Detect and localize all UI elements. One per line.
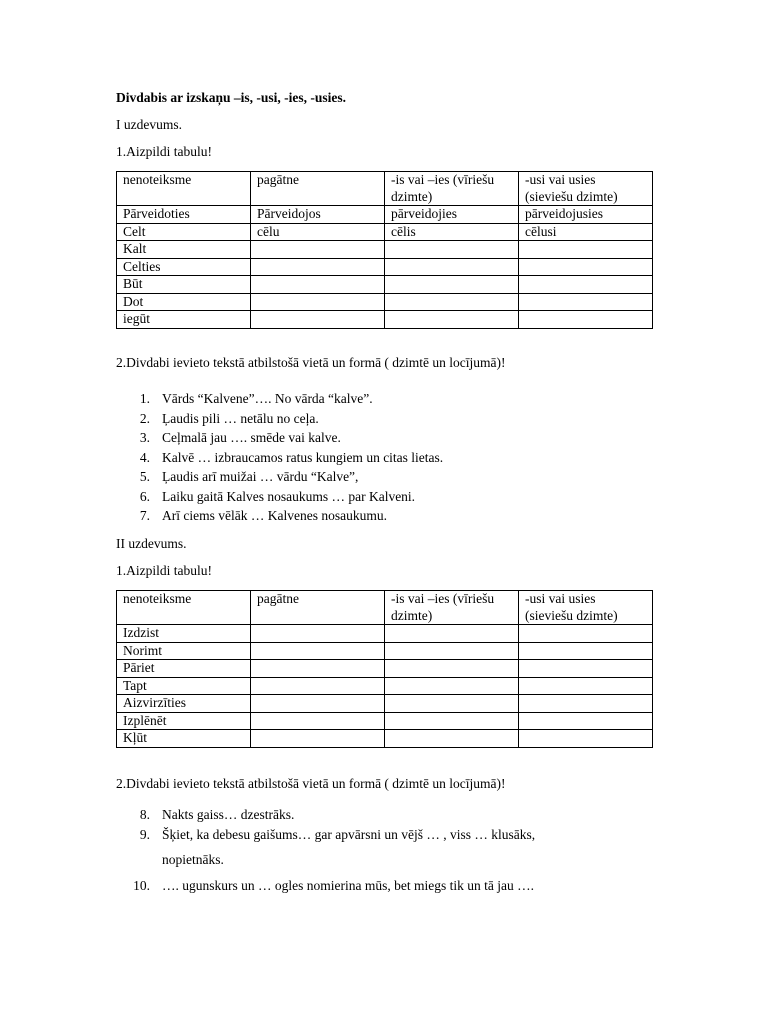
- table-cell: [385, 677, 519, 695]
- section-2-task-1: 1.Aizpildi tabulu!: [116, 563, 212, 578]
- table-cell: Kalt: [117, 241, 251, 259]
- item-number: 3.: [139, 430, 150, 445]
- table-cell: Celties: [117, 258, 251, 276]
- table-cell: [385, 276, 519, 294]
- table-cell: [519, 258, 653, 276]
- item-text: Nakts gaiss… dzestrāks.: [162, 807, 295, 822]
- table-cell: [385, 730, 519, 748]
- table-row: [117, 642, 653, 660]
- table-cell: [519, 276, 653, 294]
- table-row: [117, 258, 653, 276]
- table-cell: Izdzist: [117, 625, 251, 643]
- item-number: 1.: [139, 391, 150, 406]
- table-cell: Dot: [117, 293, 251, 311]
- item-number: 6.: [139, 488, 150, 504]
- item-number: 4.: [139, 449, 150, 465]
- table-cell: [251, 625, 385, 643]
- item-number: 10.: [133, 877, 150, 893]
- table-row: [117, 293, 653, 311]
- table-cell: cēlis: [385, 223, 519, 241]
- table-cell: [385, 712, 519, 730]
- table-cell: Pārveidoties: [117, 206, 251, 224]
- sentence-list-2: [116, 805, 535, 895]
- table-1: [116, 171, 653, 329]
- table-cell: pārveidojusies: [519, 206, 653, 224]
- table-cell: [519, 311, 653, 329]
- list-item: [116, 467, 443, 487]
- document-title: Divdabis ar izskaņu –is, -usi, -ies, -usies.: [116, 90, 347, 105]
- list-item: [116, 825, 535, 845]
- item-text: Laiku gaitā Kalves nosaukums … par Kalveni.: [162, 488, 416, 504]
- table-row: [117, 677, 653, 695]
- table-cell: [251, 276, 385, 294]
- table-row: [117, 660, 653, 678]
- section-1-task-1: 1.Aizpildi tabulu!: [116, 144, 212, 159]
- table-cell: [385, 241, 519, 259]
- table-cell: [251, 730, 385, 748]
- table-cell: Tapt: [117, 677, 251, 695]
- table-cell: [519, 730, 653, 748]
- table-cell: [385, 293, 519, 311]
- table-cell: [251, 712, 385, 730]
- item-number: 8.: [139, 807, 150, 822]
- table-row: [117, 311, 653, 329]
- item-text: Ļaudis pili … netālu no ceļa.: [162, 410, 319, 426]
- item-text: Vārds “Kalvene”…. No vārda “kalve”.: [162, 391, 373, 406]
- list-item: [116, 487, 443, 507]
- sentence-list-1: [116, 389, 443, 526]
- table-row: [117, 223, 653, 241]
- item-text: nopietnāks.: [162, 852, 224, 867]
- table-cell: Celt: [117, 223, 251, 241]
- list-item: [116, 389, 443, 409]
- table-2: [116, 590, 653, 748]
- table-cell: [251, 311, 385, 329]
- table-cell: Pārveidojos: [251, 206, 385, 224]
- item-text: …. ugunskurs un … ogles nomierina mūs, bet miegs tik un tā jau ….: [162, 877, 534, 893]
- table-row: [117, 241, 653, 259]
- table-cell: [519, 712, 653, 730]
- item-text: Ceļmalā jau …. smēde vai kalve.: [162, 430, 341, 445]
- table-cell: [251, 241, 385, 259]
- table-cell: [519, 625, 653, 643]
- table-cell: Norimt: [117, 642, 251, 660]
- header-cell: pagātne: [251, 591, 385, 625]
- table-cell: Izplēnēt: [117, 712, 251, 730]
- item-text: Arī ciems vēlāk … Kalvenes nosaukumu.: [162, 508, 387, 523]
- table-cell: [385, 311, 519, 329]
- table-cell: [251, 660, 385, 678]
- section-1-heading: I uzdevums.: [116, 117, 182, 132]
- list-item: [116, 506, 443, 526]
- table-row: [117, 730, 653, 748]
- item-number: 2.: [139, 410, 150, 426]
- list-item: [116, 409, 443, 429]
- table-row: [117, 276, 653, 294]
- item-number: 7.: [139, 508, 150, 523]
- header-cell: pagātne: [251, 172, 385, 206]
- table-cell: [519, 642, 653, 660]
- item-number: 9.: [139, 826, 150, 842]
- table-cell: [251, 677, 385, 695]
- table-cell: [385, 660, 519, 678]
- table-cell: [385, 625, 519, 643]
- header-cell: -usi vai usies (sieviešu dzimte): [519, 172, 653, 206]
- item-text: Kalvē … izbraucamos ratus kungiem un citas lietas.: [162, 449, 444, 465]
- table-cell: [519, 241, 653, 259]
- table-cell: cēlu: [251, 223, 385, 241]
- table-cell: pārveidojies: [385, 206, 519, 224]
- table-row: [117, 625, 653, 643]
- list-item: [116, 805, 535, 825]
- list-item: [116, 428, 443, 448]
- header-cell: -usi vai usies (sieviešu dzimte): [519, 591, 653, 625]
- table-cell: iegūt: [117, 311, 251, 329]
- table-cell: [251, 695, 385, 713]
- table-cell: [519, 695, 653, 713]
- table-cell: [251, 642, 385, 660]
- header-cell: -is vai –ies (vīriešu dzimte): [385, 591, 519, 625]
- header-cell: nenoteiksme: [117, 591, 251, 625]
- table-cell: Būt: [117, 276, 251, 294]
- table-cell: Pāriet: [117, 660, 251, 678]
- table-cell: [385, 258, 519, 276]
- table-cell: [251, 293, 385, 311]
- table-row: [117, 712, 653, 730]
- list-item: [116, 850, 535, 870]
- section-2-task-2: 2.Divdabi ievieto tekstā atbilstošā vietā un formā ( dzimtē un locījumā)!: [116, 776, 506, 791]
- table-cell: [519, 677, 653, 695]
- item-text: Šķiet, ka debesu gaišums… gar apvārsni un vējš … , viss … klusāks,: [162, 826, 536, 842]
- list-item: [116, 876, 535, 896]
- table-cell: Aizvirzīties: [117, 695, 251, 713]
- table-header-row: [117, 591, 653, 625]
- section-1-task-2: 2.Divdabi ievieto tekstā atbilstošā vietā un formā ( dzimtē un locījumā)!: [116, 355, 506, 370]
- header-cell: nenoteiksme: [117, 172, 251, 206]
- table-cell: [385, 642, 519, 660]
- table-cell: [251, 258, 385, 276]
- item-number: 5.: [139, 469, 150, 484]
- table-row: [117, 695, 653, 713]
- table-cell: [519, 660, 653, 678]
- section-2-heading: II uzdevums.: [116, 536, 187, 551]
- table-row: [117, 206, 653, 224]
- table-cell: Kļūt: [117, 730, 251, 748]
- table-cell: [519, 293, 653, 311]
- table-cell: [385, 695, 519, 713]
- header-cell: -is vai –ies (vīriešu dzimte): [385, 172, 519, 206]
- list-item: [116, 448, 443, 468]
- table-header-row: [117, 172, 653, 206]
- item-text: Ļaudis arī muižai … vārdu “Kalve”,: [162, 469, 359, 484]
- table-cell: cēlusi: [519, 223, 653, 241]
